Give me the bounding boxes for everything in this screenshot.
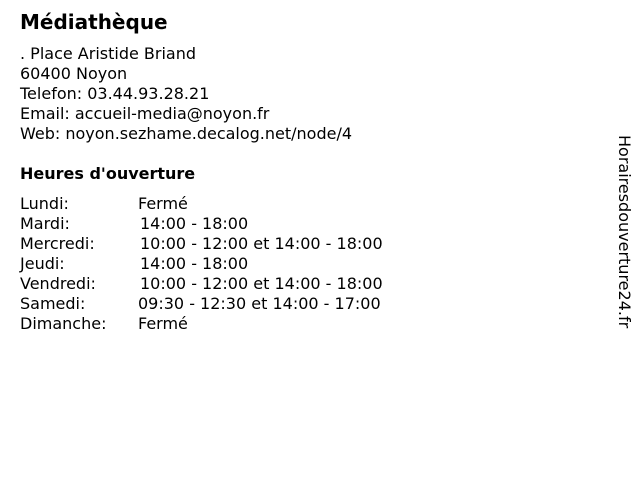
city-postal: 60400 Noyon bbox=[20, 64, 128, 83]
day-label: Samedi: bbox=[20, 294, 86, 313]
hours-heading: Heures d'ouverture bbox=[20, 164, 196, 183]
watermark-text: Horairesdouverture24.fr bbox=[615, 135, 634, 329]
street-address: . Place Aristide Briand bbox=[20, 44, 197, 63]
day-label: Dimanche: bbox=[20, 314, 107, 333]
day-hours: 14:00 - 18:00 bbox=[140, 254, 249, 273]
day-label: Mardi: bbox=[20, 214, 70, 233]
day-hours: 09:30 - 12:30 et 14:00 - 17:00 bbox=[138, 294, 381, 313]
page-title: Médiathèque bbox=[20, 10, 168, 34]
day-hours: Fermé bbox=[138, 194, 188, 213]
day-hours: 10:00 - 12:00 et 14:00 - 18:00 bbox=[140, 234, 383, 253]
website-url: Web: noyon.sezhame.decalog.net/node/4 bbox=[20, 124, 353, 143]
day-hours: 10:00 - 12:00 et 14:00 - 18:00 bbox=[140, 274, 383, 293]
address-block bbox=[20, 44, 352, 144]
email-address: Email: accueil-media@noyon.fr bbox=[20, 104, 270, 123]
phone-number: Telefon: 03.44.93.28.21 bbox=[20, 84, 210, 103]
day-label: Vendredi: bbox=[20, 274, 96, 293]
day-label: Mercredi: bbox=[20, 234, 95, 253]
day-label: Lundi: bbox=[20, 194, 69, 213]
day-label: Jeudi: bbox=[20, 254, 65, 273]
day-hours: 14:00 - 18:00 bbox=[140, 214, 249, 233]
day-hours: Fermé bbox=[138, 314, 188, 333]
